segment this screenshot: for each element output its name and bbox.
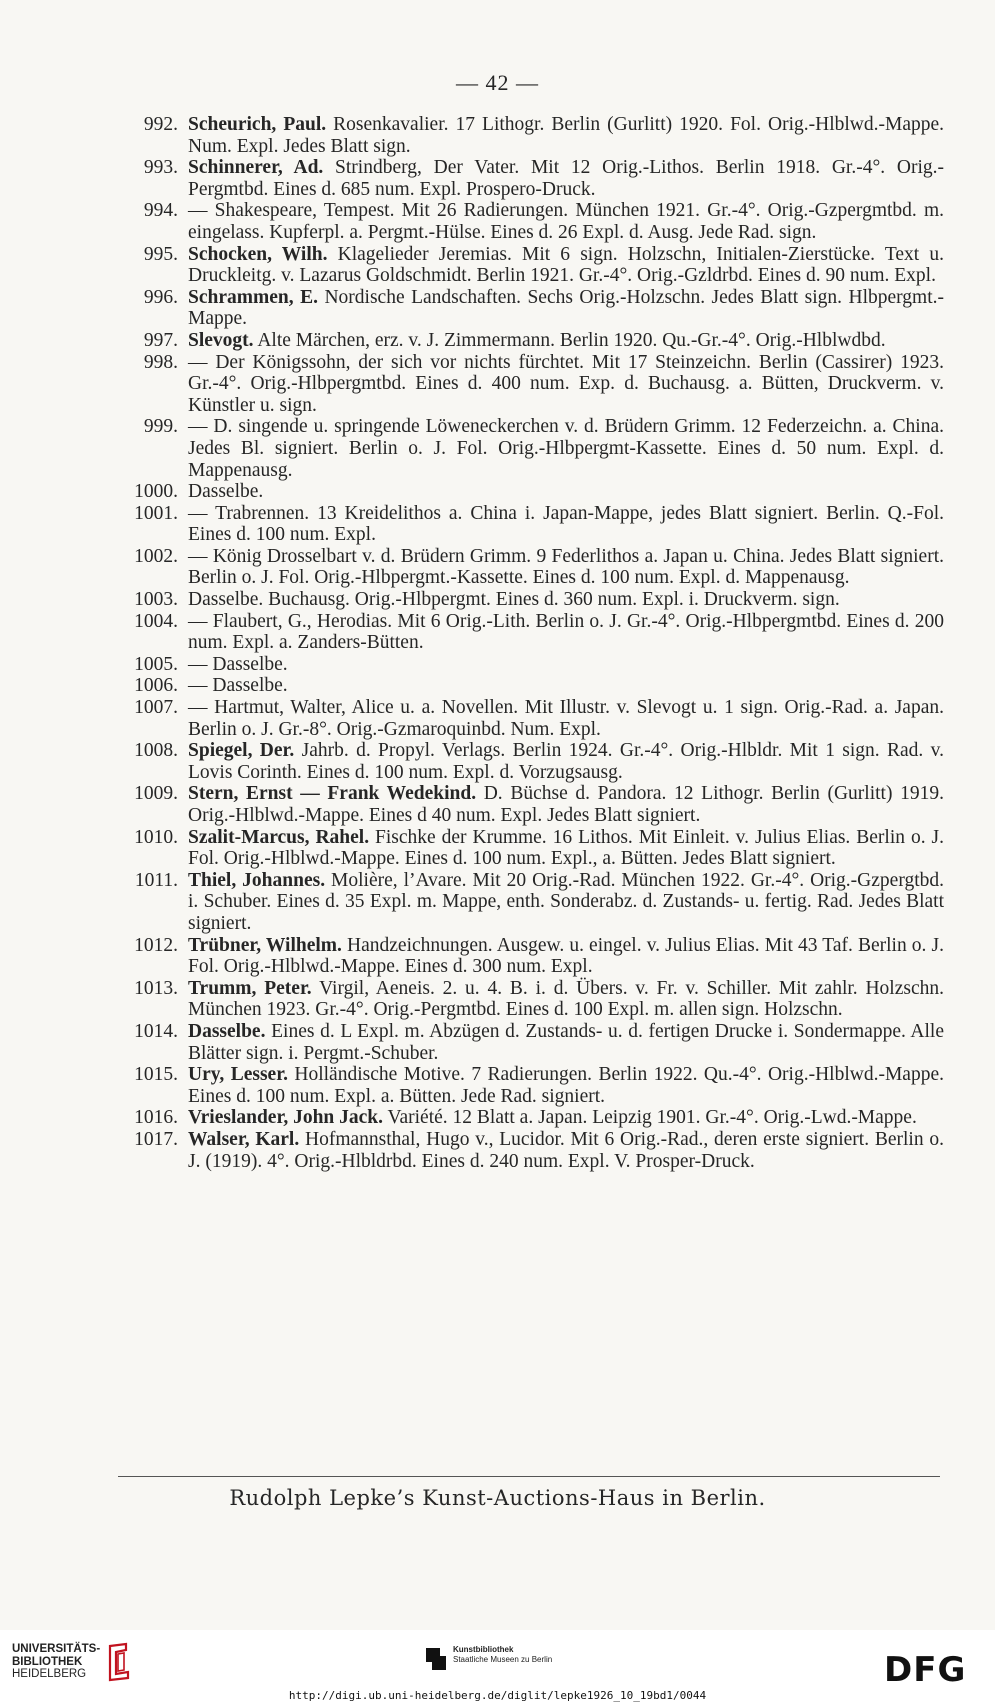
catalog-entry (110, 244, 944, 287)
entry-description: Fischke der Krumme. 16 Lithos. Mit Einleit. v. Julius Elias. Berlin o. J. Fol. Orig.-Hlblwd.-Mappe. Eines d. 100 num. Expl., a. Bütten. Jedes Blatt signiert. (188, 826, 944, 870)
entry-artist: Schinnerer, Ad. (188, 157, 324, 179)
entry-number: 1014. (134, 1020, 178, 1042)
entry-number: 1015. (134, 1064, 178, 1086)
catalog-entry (110, 546, 944, 589)
entry-text (188, 1107, 944, 1129)
entry-description: Dasselbe. Buchausg. Orig.-Hlbpergmt. Eines d. 360 num. Expl. i. Druckverm. sign. (188, 589, 840, 611)
entry-text (188, 870, 944, 935)
entry-text (188, 827, 944, 870)
entry-description: Variété. 12 Blatt a. Japan. Leipzig 1901. Gr.-4°. Orig.-Lwd.-Mappe. (383, 1107, 917, 1129)
catalog-entry (110, 935, 944, 978)
entry-number: 997. (143, 329, 178, 351)
catalog-entry (110, 589, 944, 611)
kunstbibliothek-logo[interactable] (425, 1645, 552, 1671)
ub-heidelberg-emblem-icon (106, 1642, 132, 1682)
catalog-entry (110, 827, 944, 870)
entry-number: 1016. (134, 1107, 178, 1129)
catalog-entry (110, 697, 944, 740)
entry-description: — Flaubert, G., Herodias. Mit 6 Orig.-Lith. Berlin o. J. Gr.-4°. Orig.-Hlbpergmtbd. Eines d. 200 num. Expl. a. Zanders-Bütten. (188, 610, 944, 654)
entry-number: 1008. (134, 740, 178, 762)
entry-number: 1005. (134, 653, 178, 675)
entry-number: 992. (143, 114, 178, 135)
entry-text (188, 1129, 944, 1172)
catalog-entry (110, 1129, 944, 1172)
catalog-entry (110, 1021, 944, 1064)
ub-line-1: UNIVERSITÄTS- (12, 1643, 101, 1656)
entry-description: — König Drosselbart v. d. Brüdern Grimm. 9 Federlithos a. Japan u. China. Jedes Blatt signiert. Berlin o. J. Fol. Orig.-Hlbpergmt.-Kassette. Eines d. 100 num. Expl. d. Mappenausg. (188, 545, 944, 589)
auction-house-footer: Rudolph Lepke’s Kunst-Auctions-Haus in Berlin. (229, 1486, 766, 1510)
entry-description: — Dasselbe. (188, 675, 288, 697)
entry-description: Jahrb. d. Propyl. Verlags. Berlin 1924. Gr.-4°. Orig.-Hlbldr. Mit 1 sign. Rad. v. Lovis Corinth. Eines d. 100 num. Expl. d. Vorzugsausg. (188, 740, 944, 783)
entry-text (188, 481, 944, 503)
entry-number: 1010. (134, 826, 178, 848)
entry-number: 1007. (134, 697, 178, 719)
ub-heidelberg-logo[interactable] (12, 1642, 132, 1682)
entry-artist: Trumm, Peter. (188, 977, 312, 999)
dfg-logo[interactable]: DFG (884, 1650, 967, 1690)
entry-text (188, 200, 944, 243)
kb-line-1: Kunstbibliothek (453, 1645, 514, 1654)
entry-text (188, 157, 944, 200)
catalog-entry (110, 287, 944, 330)
entry-number: 996. (143, 286, 178, 308)
entry-number: 1013. (134, 977, 178, 999)
entry-description: D. Büchse d. Pandora. 12 Lithogr. Berlin (Gurlitt) 1919. Orig.-Hlblwd.-Mappe. Eines d 40 num. Expl. Jedes Blatt signiert. (188, 783, 944, 826)
entry-text (188, 697, 944, 740)
catalog-entry (110, 978, 944, 1021)
entry-text (188, 654, 944, 676)
entry-number: 999. (143, 416, 178, 438)
entry-description: — Trabrennen. 13 Kreidelithos a. China i. Japan-Mappe, jedes Blatt signiert. Berlin. Q.-Fol. Eines d. 100 num. Expl. (188, 502, 944, 546)
entry-text (188, 589, 944, 611)
catalog-entry (110, 654, 944, 676)
catalog-entry (110, 157, 944, 200)
entry-number: 995. (143, 243, 178, 265)
catalog-entry (110, 675, 944, 697)
entry-number: 1000. (134, 481, 178, 503)
entry-text (188, 330, 944, 352)
entry-description: Hofmannsthal, Hugo v., Lucidor. Mit 6 Orig.-Rad., deren erste signiert. Berlin o. J. (1919). 4°. Orig.-Hlbldrbd. Eines d. 240 num. Expl. V. Prosper-Druck. (188, 1128, 944, 1172)
entry-text (188, 352, 944, 417)
page-number: — 42 — (456, 70, 539, 95)
entry-description: — Hartmut, Walter, Alice u. a. Novellen. Mit Illustr. v. Slevogt u. 1 sign. Orig.-Rad. a. Japan. Berlin o. J. Gr.-8°. Orig.-Gzmaroquinbd. Num. Expl. (188, 697, 944, 740)
entry-text (188, 244, 944, 287)
entry-artist: Spiegel, Der. (188, 740, 295, 762)
entry-artist: Walser, Karl. (188, 1128, 300, 1150)
entry-text (188, 503, 944, 546)
catalog-entry (110, 1107, 944, 1129)
entry-description: — Shakespeare, Tempest. Mit 26 Radierungen. München 1921. Gr.-4°. Orig.-Gzpergmtbd. m. eingelass. Kupferpl. a. Pergmt.-Hülse. Eines d. 26 Expl. d. Ausg. Jede Rad. sign. (188, 200, 944, 243)
kunstbibliothek-wordmark (453, 1645, 552, 1665)
entry-text (188, 783, 944, 826)
entry-artist: Scheurich, Paul. (188, 114, 327, 135)
entry-description: Handzeichnungen. Ausgew. u. eingel. v. Julius Elias. Mit 43 Taf. Berlin o. J. Fol. Orig.-Hlblwd.-Mappe. Eines d. 300 num. Expl. (188, 934, 944, 978)
catalog-entry (110, 503, 944, 546)
entry-text (188, 114, 944, 157)
footer-rule (118, 1476, 940, 1477)
entry-artist: Stern, Ernst — Frank Wedekind. (188, 783, 477, 805)
entry-number: 994. (143, 200, 178, 222)
entry-description: — D. singende u. springende Löweneckerchen v. d. Brüdern Grimm. 12 Federzeichn. a. China. Jedes Bl. signiert. Berlin o. J. Fol. Orig.-Hlbpergmt-Kassette. Eines d. 50 num. Expl. d. Mappenausg. (188, 416, 944, 481)
entry-artist: Slevogt. (188, 329, 254, 351)
entry-text (188, 978, 944, 1021)
entry-text (188, 416, 944, 481)
entry-description: Dasselbe. (188, 481, 264, 503)
entry-description: Alte Märchen, erz. v. J. Zimmermann. Berlin 1920. Qu.-Gr.-4°. Orig.-Hlblwdbd. (253, 329, 886, 351)
ub-line-2: BIBLIOTHEK (12, 1655, 83, 1668)
entry-number: 1009. (134, 783, 178, 805)
catalog-entry (110, 352, 944, 417)
entry-text (188, 1021, 944, 1064)
entry-number: 1011. (134, 869, 178, 891)
entry-number: 1004. (134, 610, 178, 632)
entry-number: 998. (143, 351, 178, 373)
entry-description: Holländische Motive. 7 Radierungen. Berlin 1922. Qu.-4°. Orig.-Hlblwd.-Mappe. Eines d. 100 num. Expl. a. Bütten. Jede Rad. signiert. (188, 1064, 944, 1107)
entry-artist: Trübner, Wilhelm. (188, 934, 342, 956)
catalog-entry (110, 114, 944, 157)
catalog-entry (110, 1064, 944, 1107)
catalog-entry (110, 481, 944, 503)
entry-description: Strindberg, Der Vater. Mit 12 Orig.-Lithos. Berlin 1918. Gr.-4°. Orig.-Pergmtbd. Eines d. 685 num. Expl. Prospero-Druck. (188, 157, 944, 200)
permalink-url[interactable]: http://digi.ub.uni-heidelberg.de/diglit/lepke1926_10_19bd1/0044 (288, 1689, 707, 1702)
entry-description: Rosenkavalier. 17 Lithogr. Berlin (Gurlitt) 1920. Fol. Orig.-Hlblwd.-Mappe. Num. Expl. Jedes Blatt sign. (188, 114, 944, 157)
entry-artist: Schocken, Wilh. (188, 243, 328, 265)
entry-description: — Der Königssohn, der sich vor nichts fürchtet. Mit 17 Steinzeichn. Berlin (Cassirer) 1923. Gr.-4°. Orig.-Hlbpergmtbd. Eines d. 400 num. Exp. d. Buchausg. a. Bütten, Druckverm. v. Künstler u. sign. (188, 351, 944, 416)
entry-text (188, 935, 944, 978)
entry-text (188, 611, 944, 654)
entry-description: Klagelieder Jeremias. Mit 6 sign. Holzschn, Initialen-Zierstücke. Text u. Druckleitg. v. Lazarus Goldschmidt. Berlin 1921. Gr.-4°. Orig.-Gzldrbd. Eines d. 90 num. Expl. (188, 243, 944, 287)
catalog-entry (110, 870, 944, 935)
entry-artist: Ury, Lesser. (188, 1064, 288, 1086)
entry-artist: Thiel, Johannes. (188, 869, 326, 891)
entry-description: Virgil, Aeneis. 2. u. 4. B. i. d. Übers. v. Fr. v. Schiller. Mit zahlr. Holzschn. München 1923. Gr.-4°. Orig.-Pergmtbd. Eines d. 100 Expl. m. allen sign. Holzschn. (188, 977, 944, 1021)
entry-number: 1017. (134, 1128, 178, 1150)
catalog-entry (110, 783, 944, 826)
entry-number: 1001. (134, 502, 178, 524)
entry-text (188, 675, 944, 697)
entry-number: 1006. (134, 675, 178, 697)
kb-line-2: Staatliche Museen zu Berlin (453, 1655, 553, 1664)
entry-number: 993. (143, 157, 178, 179)
catalog-entry (110, 611, 944, 654)
entry-text (188, 287, 944, 330)
entry-artist: Vrieslander, John Jack. (188, 1107, 384, 1129)
catalog-entries (110, 114, 944, 1172)
entry-number: 1012. (134, 934, 178, 956)
catalog-entry (110, 416, 944, 481)
entry-description: Eines d. L Expl. m. Abzügen d. Zustands- u. d. fertigen Drucke i. Sondermappe. Alle Blätter sign. i. Pergmt.-Schuber. (188, 1020, 944, 1064)
entry-description: Molière, l’Avare. Mit 20 Orig.-Rad. München 1922. Gr.-4°. Orig.-Gzpergtbd. i. Schuber. Eines d. 35 Expl. m. Mappe, enth. Sonderabz. d. Zustands- u. fertig. Rad. Jedes Blatt signiert. (188, 869, 945, 934)
entry-number: 1002. (134, 545, 178, 567)
catalog-entry (110, 740, 944, 783)
entry-description: — Dasselbe. (188, 653, 288, 675)
ub-heidelberg-wordmark (12, 1643, 100, 1681)
catalog-entry (110, 200, 944, 243)
entry-artist: Szalit-Marcus, Rahel. (188, 826, 370, 848)
ub-line-3: HEIDELBERG (12, 1668, 87, 1681)
entry-text (188, 1064, 944, 1107)
kunstbibliothek-emblem-icon (425, 1645, 447, 1671)
entry-description: Nordische Landschaften. Sechs Orig.-Holzschn. Jedes Blatt sign. Hlbpergmt.-Mappe. (188, 286, 945, 330)
catalog-entry (110, 330, 944, 352)
entry-text (188, 546, 944, 589)
entry-artist: Dasselbe. (188, 1020, 266, 1042)
entry-artist: Schrammen, E. (188, 286, 318, 308)
entry-text (188, 740, 944, 783)
entry-number: 1003. (134, 589, 178, 611)
